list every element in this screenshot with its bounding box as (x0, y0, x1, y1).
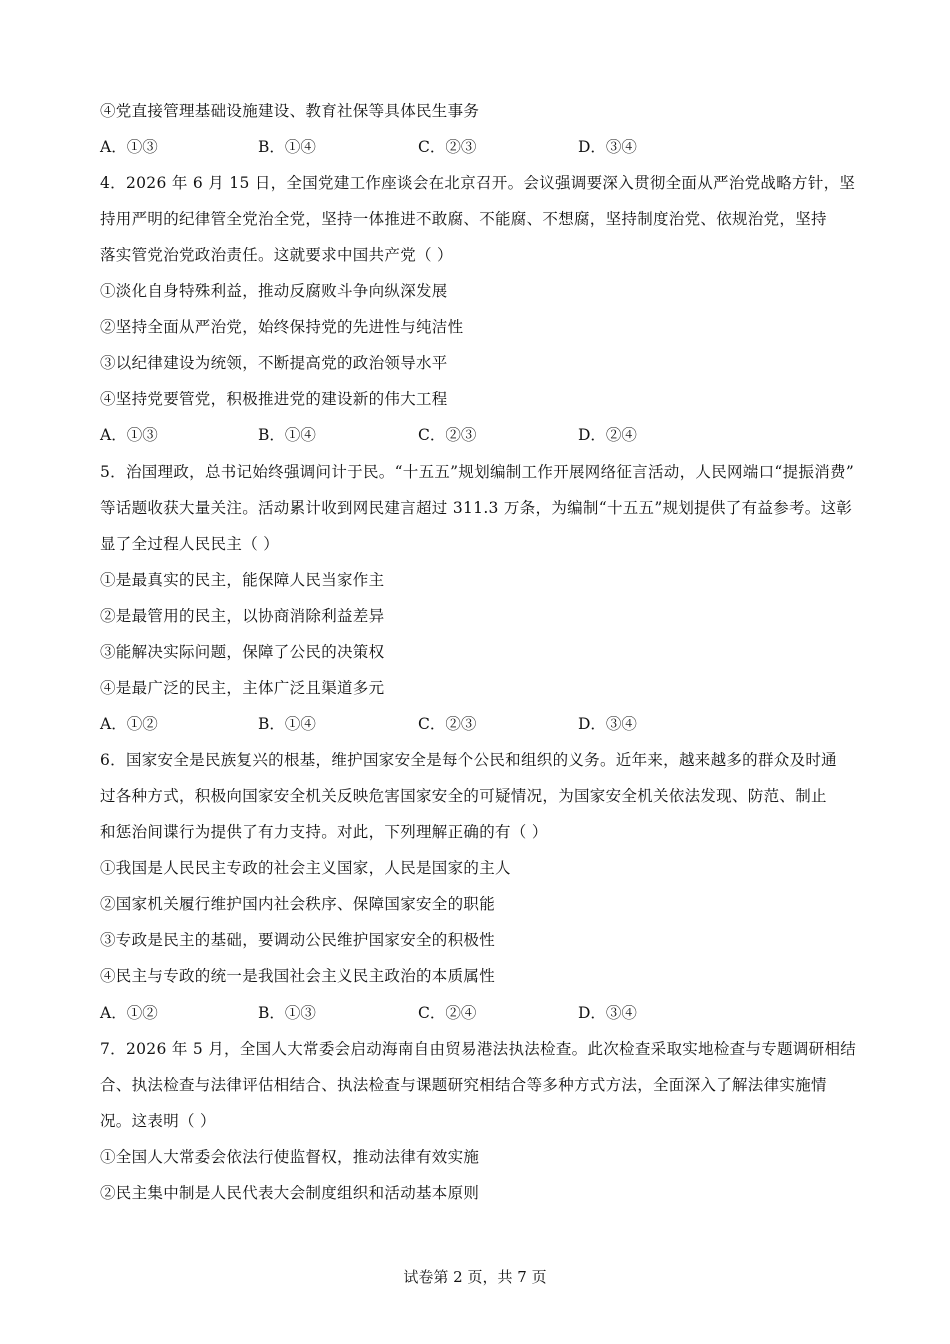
page-footer: 试卷第 2 页，共 7 页 (403, 1268, 547, 1286)
q5-stem-line-2: 等话题收获大量关注。活动累计收到网民建言超过 311.3 万条，为编制“十五五”规划提供了有益参考。这彰 (100, 499, 853, 517)
q6-choice-2: ②国家机关履行维护国内社会秩序、保障国家安全的职能 (100, 895, 496, 913)
q3-option-b: B．①④ (258, 138, 316, 156)
q3-options (100, 137, 860, 157)
q6-choice-3: ③专政是民主的基础，要调动公民维护国家安全的积极性 (100, 931, 496, 949)
q5-stem-line-1: 5．治国理政，总书记始终强调问计于民。“十五五”规划编制工作开展网络征言活动，人民网端口“提振消费” (100, 463, 855, 481)
q3-choice-4: ④党直接管理基础设施建设、教育社保等具体民生事务 (100, 102, 480, 120)
q5-choice-1: ①是最真实的民主，能保障人民当家作主 (100, 571, 385, 589)
q7-stem-line-3: 况。这表明（ ） (100, 1112, 216, 1130)
q4-stem-line-1: 4．2026 年 6 月 15 日，全国党建工作座谈会在北京召开。会议强调要深入贯彻全面从严治党战略方针，坚 (100, 174, 856, 192)
q5-options (100, 714, 860, 734)
q6-option-c: C．②④ (418, 1004, 477, 1022)
q7-stem-line-1: 7．2026 年 5 月，全国人大常委会启动海南自由贸易港法执法检查。此次检查采取实地检查与专题调研相结 (100, 1040, 857, 1058)
q6-option-a: A．①② (100, 1004, 158, 1022)
q5-choice-4: ④是最广泛的民主，主体广泛且渠道多元 (100, 679, 385, 697)
q4-option-b: B．①④ (258, 426, 316, 444)
q7-stem-line-2: 合、执法检查与法律评估相结合、执法检查与课题研究相结合等多种方式方法，全面深入了解法律实施情 (100, 1076, 827, 1094)
q6-stem-line-1: 6．国家安全是民族复兴的根基，维护国家安全是每个公民和组织的义务。近年来，越来越多的群众及时通 (100, 751, 837, 769)
q6-option-b: B．①③ (258, 1004, 316, 1022)
q4-option-d: D．②④ (578, 426, 637, 444)
q3-option-a: A．①③ (100, 138, 158, 156)
q6-stem-line-3: 和惩治间谍行为提供了有力支持。对此，下列理解正确的有（ ） (100, 823, 548, 841)
q3-option-c: C．②③ (418, 138, 477, 156)
q6-option-d: D．③④ (578, 1004, 637, 1022)
q4-choice-1: ①淡化自身特殊利益，推动反腐败斗争向纵深发展 (100, 282, 448, 300)
q6-choice-4: ④民主与专政的统一是我国社会主义民主政治的本质属性 (100, 967, 496, 985)
q4-choice-2: ②坚持全面从严治党，始终保持党的先进性与纯洁性 (100, 318, 464, 336)
q4-option-c: C．②③ (418, 426, 477, 444)
q4-stem-line-3: 落实管党治党政治责任。这就要求中国共产党（ ） (100, 246, 453, 264)
q4-stem-line-2: 持用严明的纪律管全党治全党，坚持一体推进不敢腐、不能腐、不想腐，坚持制度治党、依规治党，坚持 (100, 210, 827, 228)
q7-choice-1: ①全国人大常委会依法行使监督权，推动法律有效实施 (100, 1148, 480, 1166)
q4-choice-3: ③以纪律建设为统领，不断提高党的政治领导水平 (100, 354, 448, 372)
q3-option-d: D．③④ (578, 138, 637, 156)
q5-choice-3: ③能解决实际问题，保障了公民的决策权 (100, 643, 385, 661)
q5-stem-line-3: 显了全过程人民民主（ ） (100, 535, 280, 553)
q6-stem-line-2: 过各种方式，积极向国家安全机关反映危害国家安全的可疑情况，为国家安全机关依法发现、防范、制止 (100, 787, 827, 805)
q5-option-d: D．③④ (578, 715, 637, 733)
q4-option-a: A．①③ (100, 426, 158, 444)
q5-option-b: B．①④ (258, 715, 316, 733)
q6-options (100, 1003, 860, 1023)
q5-option-a: A．①② (100, 715, 158, 733)
q4-choice-4: ④坚持党要管党，积极推进党的建设新的伟大工程 (100, 390, 448, 408)
q5-option-c: C．②③ (418, 715, 477, 733)
q5-choice-2: ②是最管用的民主，以协商消除利益差异 (100, 607, 385, 625)
q4-options (100, 425, 860, 445)
q7-choice-2: ②民主集中制是人民代表大会制度组织和活动基本原则 (100, 1184, 480, 1202)
q6-choice-1: ①我国是人民民主专政的社会主义国家，人民是国家的主人 (100, 859, 511, 877)
